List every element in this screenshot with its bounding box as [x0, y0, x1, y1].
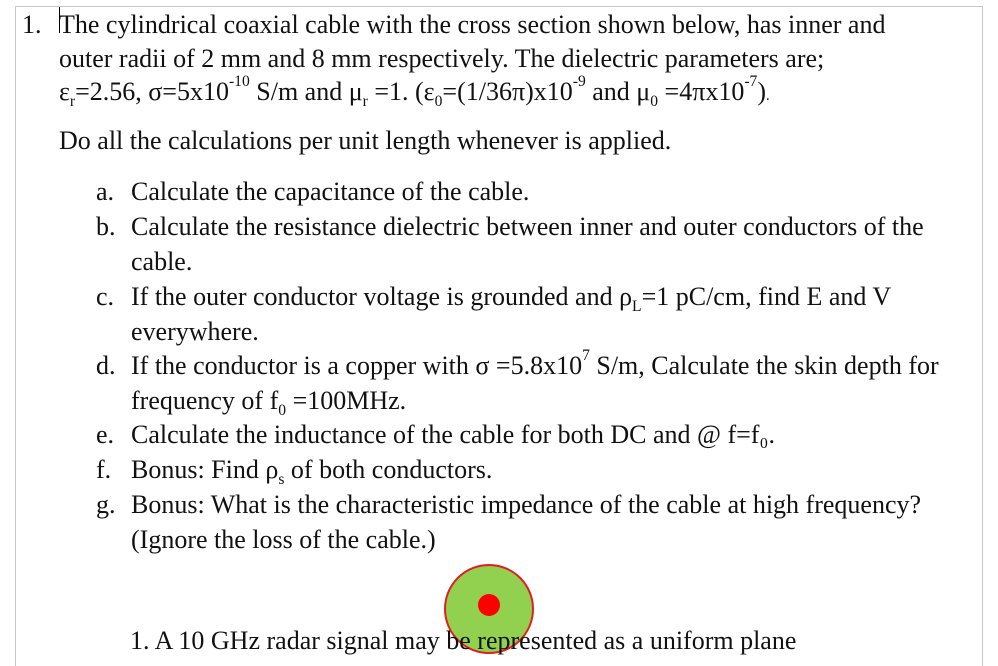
- item-label: d.: [96, 351, 116, 380]
- item-text: Bonus: What is the characteristic impedance of the cable at high frequency? (Ignore the loss of the cable.): [131, 490, 922, 554]
- item-text: If the outer conductor voltage is grounded and $\rho_L=1$ pC/cm, find E and V everywhere.: [131, 282, 891, 346]
- inner-conductor-dot: [478, 594, 500, 616]
- item-label: g.: [96, 490, 116, 519]
- item-label: a.: [96, 177, 115, 206]
- item-label: c.: [96, 282, 115, 311]
- next-question-partial: [130, 626, 797, 662]
- intro-line-2: outer radii of 2 mm and 8 mm respectively. The dielectric parameters are;: [59, 43, 825, 73]
- intro-line-1: The cylindrical coaxial cable with the cross section shown below, has inner and: [59, 10, 886, 39]
- item-text: Calculate the inductance of the cable for both DC and @ f=f₀.: [131, 420, 775, 449]
- item-label: f.: [96, 455, 112, 484]
- instruction-text: Do all the calculations per unit length whenever is applied.: [59, 126, 672, 155]
- dielectric-parameters-line: $\varepsilon_r=2.56$, $\sigma=5x10^{-10}$ S/m and $\mu_r =1$. ($\varepsilon_0=(1/36\pi)x10^{-9}$ and $\mu_0 =4\pi x10^{-7}$).: [59, 73, 770, 111]
- item-text: Calculate the capacitance of the cable.: [131, 177, 530, 206]
- question-intro: [59, 8, 959, 114]
- item-text: If the conductor is a copper with $\sigma =5.8x10^7$ S/m, Calculate the skin depth for frequency of $f_0 =100MHz$.: [131, 347, 939, 419]
- question-number: 1.: [22, 10, 42, 39]
- next-question-text: 1. A 10 GHz radar signal may be represented as a uniform plane: [130, 626, 797, 655]
- item-text: Calculate the resistance dielectric between inner and outer conductors of the cable.: [131, 212, 924, 276]
- item-label: b.: [96, 212, 116, 241]
- item-label: e.: [96, 420, 115, 449]
- item-text: Bonus: Find $\rho_s$ of both conductors.: [131, 455, 493, 489]
